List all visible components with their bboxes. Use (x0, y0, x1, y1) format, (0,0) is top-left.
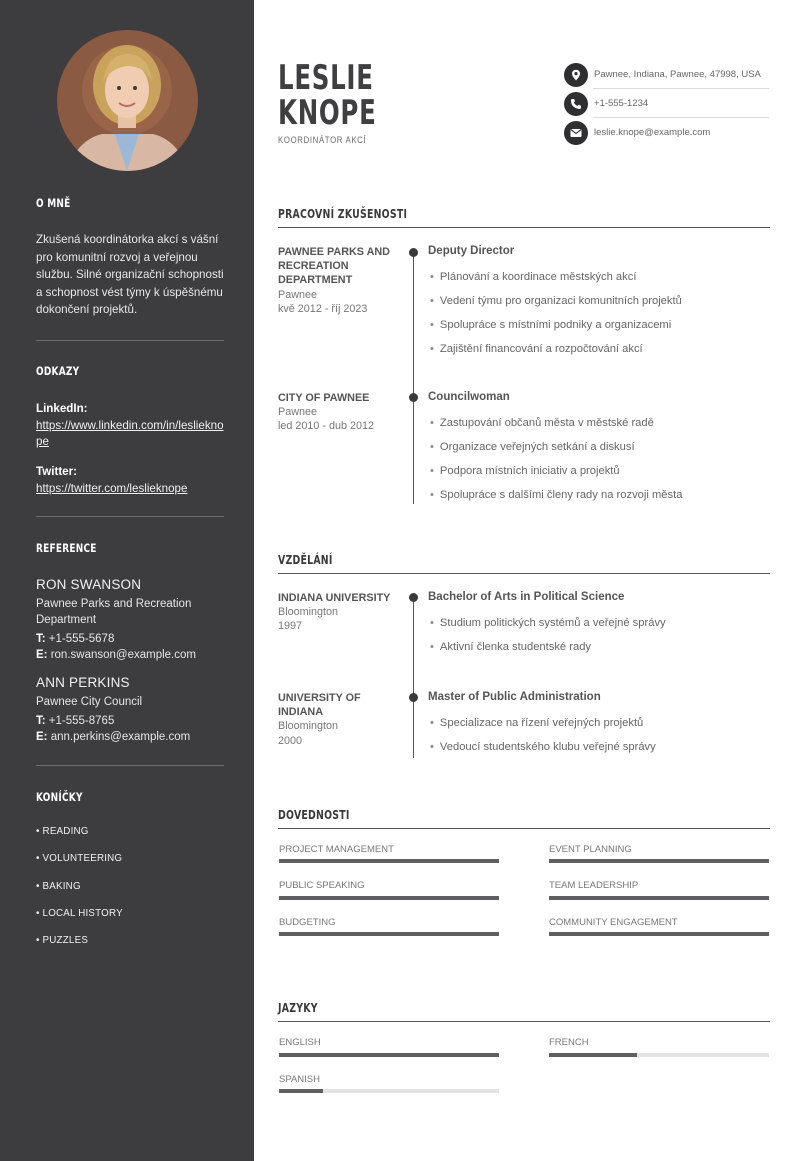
bar-fill (549, 896, 769, 900)
contact-email (564, 118, 769, 147)
email-text[interactable]: leslie.knope@example.com (594, 127, 711, 138)
section-rule (278, 227, 770, 228)
experience-dates: led 2010 - dub 2012 (278, 420, 375, 433)
experience-dates: kvě 2012 - říj 2023 (278, 302, 368, 315)
reference-name: ANN PERKINS (36, 675, 130, 690)
bar-fill (549, 859, 769, 863)
education-bullet: • Vedoucí studentského klubu veřejné správy (430, 741, 656, 753)
experience-position: Councilwoman (428, 391, 510, 403)
bar-fill (279, 1053, 499, 1057)
education-dates: 1997 (278, 620, 303, 633)
reference-item (36, 674, 226, 745)
experience-org: PAWNEE PARKS AND RECREATION DEPARTMENT Pawnee kvě 2012 - říj 2023 (278, 245, 398, 316)
language-label: ENGLISH (279, 1037, 321, 1048)
experience-timeline (413, 250, 414, 504)
hobby-item: • PUZZLES (36, 935, 89, 946)
skill-bar (279, 896, 499, 900)
references-title: REFERENCE (36, 541, 97, 555)
job-role: KOORDINÁTOR AKCÍ (278, 135, 367, 146)
experience-bullet: • Podpora místních iniciativ a projektů (430, 465, 620, 477)
language-label: SPANISH (279, 1074, 321, 1085)
phone-icon (564, 92, 588, 116)
twitter-label: Twitter: (36, 465, 78, 478)
timeline-dot (409, 693, 418, 702)
experience-bullet: • Zajištění financování a rozpočtování akcí (430, 343, 643, 355)
hobby-item: • VOLUNTEERING (36, 853, 123, 864)
skill-bar (549, 932, 769, 936)
languages-title: JAZYKY (278, 1001, 318, 1015)
skill-label: PROJECT MANAGEMENT (279, 844, 394, 855)
skill-label: EVENT PLANNING (549, 844, 632, 855)
bar-fill (279, 932, 499, 936)
reference-item (36, 576, 226, 663)
hobby-item: • READING (36, 826, 89, 837)
education-bullet: • Specializace na řízení veřejných projektů (430, 717, 643, 729)
experience-bullet: • Organizace veřejných setkání a diskusí (430, 441, 635, 453)
education-degree: Bachelor of Arts in Political Science (428, 591, 625, 603)
link-linkedin (36, 400, 226, 450)
phone-text: +1-555-1234 (594, 98, 649, 109)
education-timeline (413, 596, 414, 758)
section-rule (278, 828, 770, 829)
hobby-item: • LOCAL HISTORY (36, 908, 123, 919)
language-bar (279, 1089, 499, 1093)
language-bar (279, 1053, 499, 1057)
education-location: Bloomington (278, 720, 339, 733)
profile-photo (57, 30, 198, 171)
linkedin-url[interactable]: https://www.linkedin.com/in/leslieknope (36, 418, 224, 448)
reference-name: RON SWANSON (36, 577, 142, 592)
education-bullet: • Studium politických systémů a veřejné správy (430, 617, 666, 629)
section-rule (278, 1021, 770, 1022)
experience-org: CITY OF PAWNEE Pawnee led 2010 - dub 2012 (278, 391, 398, 434)
linkedin-label: LinkedIn: (36, 402, 88, 415)
skill-label: PUBLIC SPEAKING (279, 880, 365, 891)
links-title: ODKAZY (36, 364, 80, 378)
education-bullet: • Aktivní členka studentské rady (430, 641, 591, 653)
experience-position: Deputy Director (428, 245, 515, 257)
twitter-url[interactable]: https://twitter.com/leslieknope (36, 481, 188, 495)
sidebar-divider (36, 765, 224, 766)
language-label: FRENCH (549, 1037, 589, 1048)
timeline-dot (409, 248, 418, 257)
reference-email: E: ann.perkins@example.com (36, 730, 191, 743)
experience-bullet: • Zastupování občanů města v městské radě (430, 417, 654, 429)
hobbies-title: KONÍČKY (36, 790, 83, 804)
about-text: Zkušená koordinátorka akcí s vášní pro komunitní rozvoj a veřejnou službu. Silné organizační schopnosti a schopnost vést týmy k úspěšnému dokončení projektů. (36, 233, 224, 317)
education-org: INDIANA UNIVERSITY Bloomington 1997 (278, 591, 398, 634)
contact-address (564, 60, 769, 89)
reference-company: Pawnee City Council (36, 695, 143, 708)
bar-fill (549, 1053, 637, 1057)
bar-fill (279, 859, 499, 863)
address-text: Pawnee, Indiana, Pawnee, 47998, USA (594, 69, 761, 80)
experience-bullet: • Spolupráce s místními podniky a organizacemi (430, 319, 671, 331)
education-org: UNIVERSITY OF INDIANA Bloomington 2000 (278, 691, 398, 748)
hobby-item: • BAKING (36, 881, 81, 892)
about-title: O MNĚ (36, 196, 71, 210)
bar-fill (279, 1089, 323, 1093)
education-degree: Master of Public Administration (428, 691, 601, 703)
contact-phone (564, 89, 769, 118)
reference-phone: T: +1-555-5678 (36, 632, 115, 645)
reference-phone: T: +1-555-8765 (36, 714, 115, 727)
reference-company: Pawnee Parks and Recreation Department (36, 597, 192, 626)
sidebar-divider (36, 516, 224, 517)
experience-bullet: • Plánování a koordinace městských akcí (430, 271, 636, 283)
timeline-dot (409, 593, 418, 602)
experience-bullet: • Spolupráce s dalšími členy rady na rozvoji města (430, 489, 682, 501)
skill-bar (279, 859, 499, 863)
language-bar (549, 1053, 769, 1057)
reference-email: E: ron.swanson@example.com (36, 648, 196, 661)
skill-label: BUDGETING (279, 917, 336, 928)
skill-bar (279, 932, 499, 936)
skill-label: COMMUNITY ENGAGEMENT (549, 917, 678, 928)
last-name: KNOPE (278, 93, 377, 133)
sidebar (0, 0, 254, 1161)
skill-bar (549, 859, 769, 863)
bar-fill (549, 932, 769, 936)
experience-bullet: • Vedení týmu pro organizaci komunitních projektů (430, 295, 682, 307)
skill-label: TEAM LEADERSHIP (549, 880, 639, 891)
first-name: LESLIE (278, 58, 374, 98)
experience-location: Pawnee (278, 288, 318, 301)
sidebar-divider (36, 340, 224, 341)
skills-title: DOVEDNOSTI (278, 808, 350, 822)
education-title: VZDĚLÁNÍ (278, 553, 333, 567)
skill-bar (549, 896, 769, 900)
section-rule (278, 573, 770, 574)
experience-title: PRACOVNÍ ZKUŠENOSTI (278, 207, 408, 221)
education-location: Bloomington (278, 606, 339, 619)
link-twitter (36, 463, 226, 497)
location-pin-icon (564, 63, 588, 87)
education-dates: 2000 (278, 734, 303, 747)
bar-fill (279, 896, 499, 900)
experience-location: Pawnee (278, 406, 318, 419)
timeline-dot (409, 393, 418, 402)
envelope-icon (564, 121, 588, 145)
